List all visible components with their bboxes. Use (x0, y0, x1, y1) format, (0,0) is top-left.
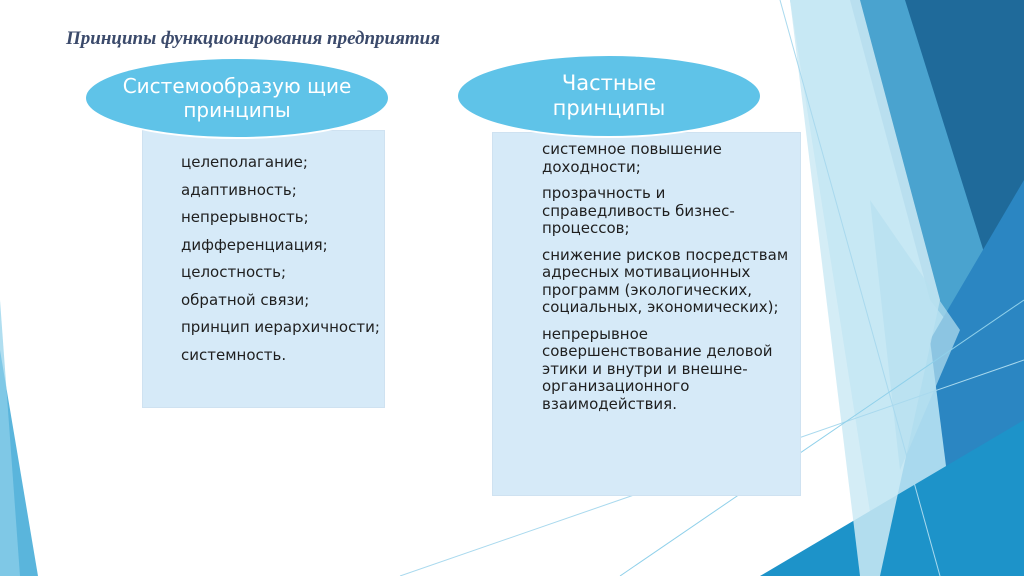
list-item: целостность; (181, 263, 287, 281)
system-principles-heading-text: Системообразую щие принципы (122, 74, 352, 122)
private-principles-list (542, 141, 797, 422)
list-item: непрерывность; (181, 208, 309, 226)
list-item: принцип иерархичности; (181, 318, 380, 336)
list-item: адаптивность; (181, 180, 297, 199)
list-item: обратной связи; (181, 290, 310, 309)
private-principles-heading (456, 54, 762, 138)
page-title: Принципы функционирования предприятия (66, 28, 441, 49)
list-item: системность. (181, 345, 287, 364)
system-principles-panel (142, 130, 385, 408)
private-principles-panel (492, 132, 801, 496)
system-principles-heading (84, 57, 390, 139)
list-item: снижение рисков посредствам адресных мотивационных программ (экологических, социальных, экономических); (542, 245, 789, 316)
list-item: целеполагание; (181, 153, 308, 171)
system-principles-list (181, 153, 381, 373)
list-item: непрерывное совершенствование деловой этики и внутри и внешне-организационного взаимодействия. (542, 324, 773, 413)
list-item: системное повышение доходности; (542, 140, 722, 176)
list-item: дифференциация; (181, 235, 328, 254)
private-principles-heading-text: Частные принципы (552, 71, 666, 120)
list-item: прозрачность и справедливость бизнес-процессов; (542, 184, 735, 237)
